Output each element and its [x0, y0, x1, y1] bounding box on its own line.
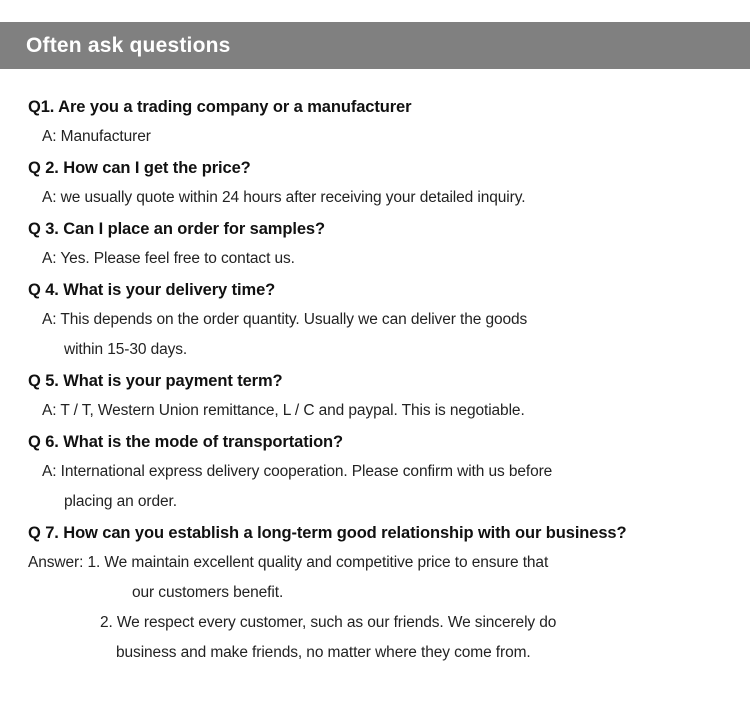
faq-item-7: [28, 518, 728, 668]
faq-list: [0, 92, 750, 669]
faq-answer: Answer: 1. We maintain excellent quality and competitive price to ensure that: [28, 554, 549, 571]
faq-question: Q 7. How can you establish a long-term good relationship with our business?: [28, 524, 627, 542]
faq-answer-continued: within 15-30 days.: [64, 341, 188, 358]
faq-item-4: [28, 275, 728, 365]
faq-answer: A: This depends on the order quantity. Usually we can deliver the goods: [42, 311, 528, 328]
faq-answer-item-2-continued: business and make friends, no matter where they come from.: [116, 644, 531, 661]
faq-answer: A: T / T, Western Union remittance, L / C and paypal. This is negotiable.: [42, 402, 525, 419]
faq-question: Q1. Are you a trading company or a manufacturer: [28, 98, 412, 116]
faq-answer-continued: our customers benefit.: [132, 584, 284, 601]
faq-question: Q 2. How can I get the price?: [28, 159, 251, 177]
faq-answer: A: International express delivery cooperation. Please confirm with us before: [42, 463, 553, 480]
faq-answer: A: Manufacturer: [42, 128, 151, 145]
faq-item-2: [28, 153, 728, 213]
faq-question: Q 6. What is the mode of transportation?: [28, 433, 344, 451]
faq-answer: A: Yes. Please feel free to contact us.: [42, 250, 295, 267]
faq-question: Q 3. Can I place an order for samples?: [28, 220, 325, 238]
faq-item-5: [28, 366, 728, 426]
faq-answer: A: we usually quote within 24 hours after receiving your detailed inquiry.: [42, 189, 526, 206]
faq-answer-continued: placing an order.: [64, 493, 177, 510]
faq-header-bar: [0, 22, 750, 69]
faq-item-1: [28, 92, 728, 152]
faq-question: Q 5. What is your payment term?: [28, 372, 283, 390]
faq-item-6: [28, 427, 728, 517]
page-title: Often ask questions: [26, 33, 231, 57]
faq-answer-item-2: 2. We respect every customer, such as our friends. We sincerely do: [100, 614, 557, 631]
faq-question: Q 4. What is your delivery time?: [28, 281, 276, 299]
faq-item-3: [28, 214, 728, 274]
